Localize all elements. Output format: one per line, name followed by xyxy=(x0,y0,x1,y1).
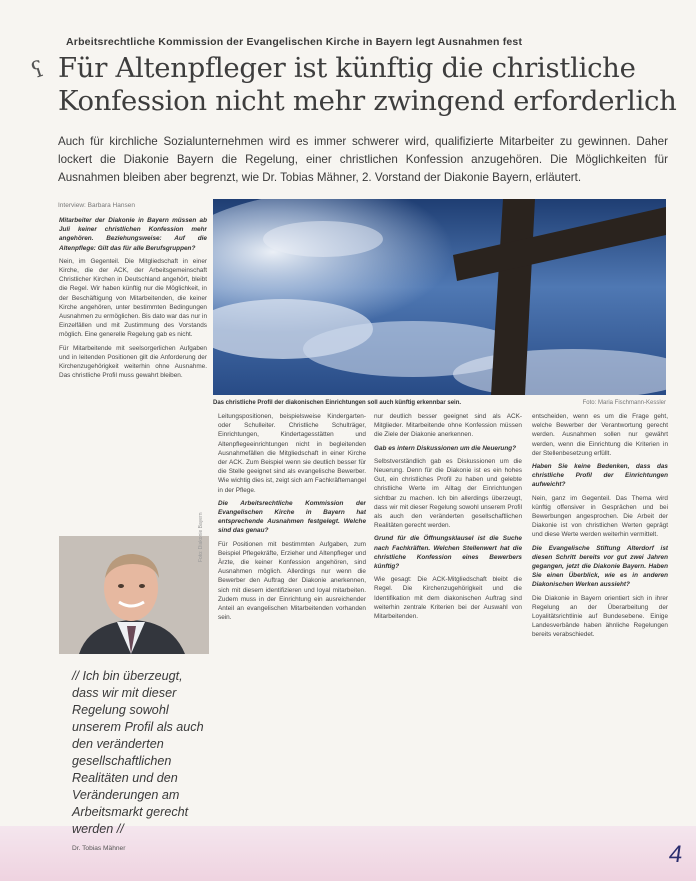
paragraph: Leitungspositionen, beispielsweise Kindergarten- oder Schulleiter. Christliche Schulträger, Einrichtungen, Kindertagesstätten und Altenpflegeeinrichtungen nicht in begleitenden Ausnahmefällen die Mitgliedschaft in einer Kirche der ACK. Zum Beispiel wenn sie deutlich besser für die Stelle geeignet sind als evangelische Bewerber. Wie wichtig dies ist, zeigt sich am Fachkräftemangel in der Pflege. xyxy=(218,413,366,494)
paragraph: Selbstverständlich gab es Diskussionen um die Neuerung. Denn für die Diakonie ist es ein hohes Gut, ein christliches Profil zu haben und gelebte christliche Werte im Alltag der Einrichtungen sichtbar zu machen. Ich bin allerdings überzeugt, dass wir mit dieser Regelung sowohl unserem Profil als auch den veränderten gesellschaftlichen Realitäten gerecht werden. xyxy=(374,457,522,530)
photo-caption xyxy=(213,400,666,406)
headline: Für Altenpfleger ist künftig die christliche Konfession nicht mehr zwingend erforderlich xyxy=(58,52,677,117)
paragraph: Nein, im Gegenteil. Die Mitgliedschaft in einer Kirche, die der ACK, der Arbeitsgemeinschaft Christlicher Kirchen in Deutschland angehört, bleibt die Regel. Wir haben künftig nur die Möglichkeit, in der Beschäftigung von Mitarbeitenden, die keiner Kirche angehören, unter bestimmten Bedingungen Ausnahmen zu ermöglichen. Bis dato war das nur in Einzelfällen und mit Zustimmung des Vorstands möglich. Eine generelle Regelung gab es nicht. xyxy=(59,257,207,339)
question: Mitarbeiter der Diakonie in Bayern müssen ab Juli keiner christlichen Konfession mehr angehören. Beziehungsweise: Auf die Altenpflege: Gilt das für alle Berufsgruppen? xyxy=(59,217,207,252)
lead-paragraph: Auch für kirchliche Sozialunternehmen wird es immer schwerer wird, qualifizierte Mitarbeiter zu gewinnen. Daher lockert die Diakonie Bayern die Regelung, einer christlichen Konfession anzugehören. Die Möglichkeiten für Ausnahmen bleiben aber begrenzt, wie Dr. Tobias Mähner, 2. Vorstand der Diakonie Bayern, erläutert. xyxy=(58,135,668,184)
column-1 xyxy=(59,216,207,534)
caption-text: Das christliche Profil der diakonischen Einrichtungen soll auch künftig erkennbar sein. xyxy=(213,400,462,406)
pull-quote: // Ich bin überzeugt, dass wir mit dieser Regelung sowohl unserem Profil als auch den veränderten gesellschaftlichen Realitäten und den Veränderungen am Arbeitsmarkt gerecht werden // xyxy=(72,669,204,836)
kicker: Arbeitsrechtliche Kommission der Evangelischen Kirche in Bayern legt Ausnahmen fest xyxy=(66,36,523,48)
portrait-image xyxy=(59,536,209,654)
paragraph: Für Mitarbeitende mit seelsorgerlichen Aufgaben und in leitenden Positionen gilt die Anforderung der Kirchenzugehörigkeit weiterhin ohne Ausnahme. Das christliche Profil muss gewahrt bleiben. xyxy=(59,344,207,380)
question: Die Evangelische Stiftung Alterdorf ist diesen Schritt bereits vor gut zwei Jahren gegangen, jetzt die Diakonie Bayern. Haben Sie einen Überblick, wie es in anderen Diakonischen Werken aussieht? xyxy=(532,544,668,589)
paragraph: Wie gesagt: Die ACK-Mitgliedschaft bleibt die Regel. Die Kirchenzugehörigkeit und die Identifikation mit dem diakonischen Auftrag sind weiterhin zentrale Kriterien bei der Auswahl von Mitarbeitenden. xyxy=(374,576,522,621)
portrait-credit: Foto: Diakonie Bayern xyxy=(198,512,204,562)
paragraph: entscheiden, wenn es um die Frage geht, welche Bewerber der Verantwortung gerecht werden. Ausnahmen sollen nur gewährt werden, wenn die Einrichtung die Kriterien in der Stellenbesetzung erfüllt. xyxy=(532,413,668,457)
paragraph: Nein, ganz im Gegenteil. Das Thema wird künftig offensiver in Gesprächen und bei Bewerbungen angesprochen. Die Arbeit der Diakonie ist von christlichen Werten geprägt und diese Werte werden weiterhin vermittelt. xyxy=(532,494,668,539)
pull-quote-author: Dr. Tobias Mähner xyxy=(72,845,126,852)
page-number: 4 xyxy=(666,841,684,868)
column-2 xyxy=(218,412,366,826)
author-line: Interview: Barbara Hansen xyxy=(58,202,135,209)
paragraph: Für Positionen mit bestimmten Aufgaben, zum Beispiel Pflegekräfte, Erzieher und Altenpfleger und Ärzte, die keiner Konfession angehören, sind Ausnahmen möglich. Allerdings nur wenn die Bewerber den Auftrag der Diakonie anerkennen, sich mit diesem identifizieren und loyal mitarbeiten. Zudem muss in der Einrichtung ein ausreichender Anteil an evangelischen Mitarbeitenden vorhanden sein. xyxy=(218,540,366,622)
paragraph: Die Diakonie in Bayern orientiert sich in ihrer Regelung an der Überarbeitung der Loyalitätsrichtlinie auf Bundesebene. Einige Landesverbände haben ähnliche Regelungen bereits verabschiedet. xyxy=(532,594,668,639)
question: Gab es intern Diskussionen um die Neuerung? xyxy=(374,444,517,452)
paragraph: nur deutlich besser geeignet sind als ACK-Mitglieder. Mitarbeitende ohne Konfession müssen die Ziele der Diakonie anerkennen. xyxy=(374,413,522,439)
column-4 xyxy=(532,412,668,826)
question: Die Arbeitsrechtliche Kommission der Evangelischen Kirche in Bayern hat entsprechende Ausnahmen festgelegt. Welche sind das genau? xyxy=(218,499,366,535)
question: Haben Sie keine Bedenken, dass das christliche Profil der Einrichtungen aufweicht? xyxy=(532,463,668,489)
ornament-icon: ʕ xyxy=(28,56,48,85)
column-3 xyxy=(374,412,522,826)
photo-credit: Foto: Maria Fischmann-Kessler xyxy=(582,400,666,406)
cross-photo xyxy=(213,199,666,395)
portrait-photo xyxy=(59,536,209,654)
question: Grund für die Öffnungsklausel ist die Suche nach Fachkräften. Welchen Stellenwert hat die christliche Konfession eines Bewerbers künftig? xyxy=(374,535,522,571)
cross-sky-image xyxy=(213,199,666,395)
